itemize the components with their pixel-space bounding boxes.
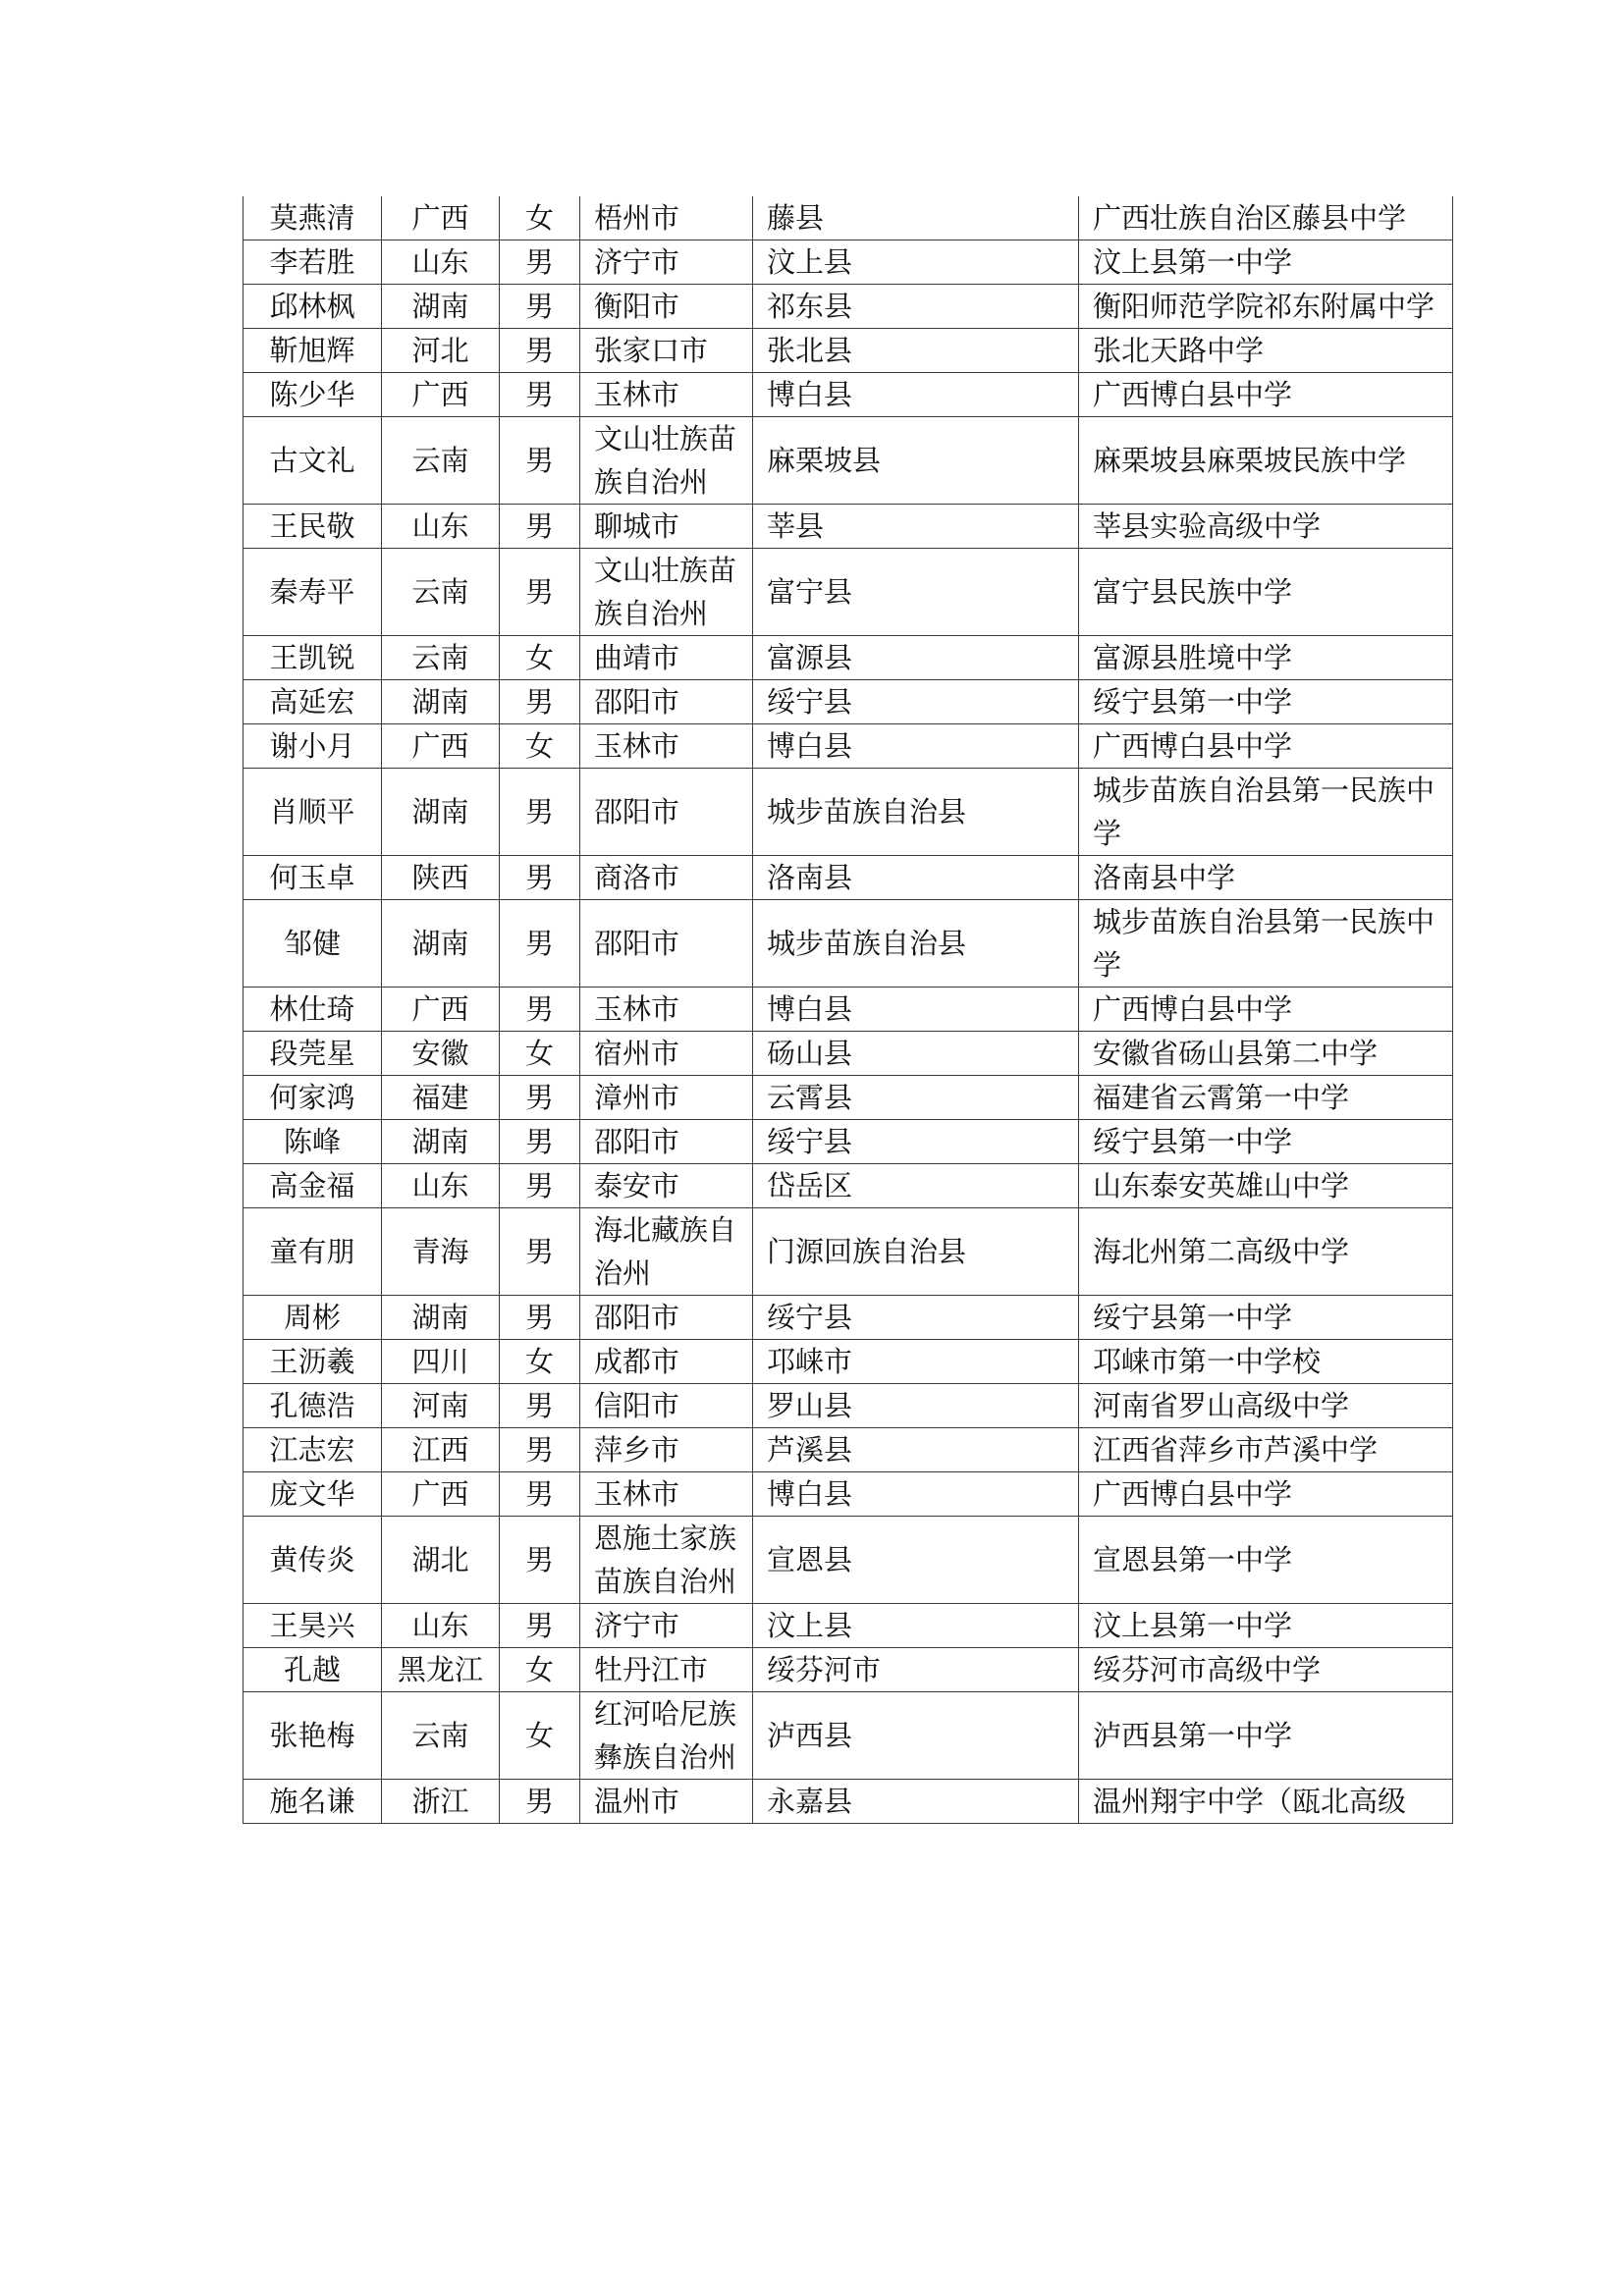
cell-name: 施名谦 <box>244 1780 382 1824</box>
cell-gender: 男 <box>500 1164 580 1208</box>
cell-name: 童有朋 <box>244 1208 382 1296</box>
cell-province: 云南 <box>382 417 500 505</box>
cell-county: 藤县 <box>753 196 1079 240</box>
cell-name: 黄传炎 <box>244 1517 382 1604</box>
cell-city: 邵阳市 <box>580 900 753 988</box>
cell-city: 萍乡市 <box>580 1428 753 1472</box>
cell-county: 宣恩县 <box>753 1517 1079 1604</box>
cell-name: 邱林枫 <box>244 285 382 329</box>
table-row <box>244 505 1453 549</box>
cell-school: 富宁县民族中学 <box>1079 549 1453 636</box>
cell-county: 城步苗族自治县 <box>753 769 1079 856</box>
cell-city: 漳州市 <box>580 1076 753 1120</box>
cell-school: 张北天路中学 <box>1079 329 1453 373</box>
cell-province: 湖南 <box>382 1296 500 1340</box>
table-row <box>244 1120 1453 1164</box>
cell-name: 陈少华 <box>244 373 382 417</box>
cell-school: 城步苗族自治县第一民族中学 <box>1079 900 1453 988</box>
cell-gender: 女 <box>500 724 580 769</box>
cell-province: 浙江 <box>382 1780 500 1824</box>
cell-city: 聊城市 <box>580 505 753 549</box>
cell-school: 宣恩县第一中学 <box>1079 1517 1453 1604</box>
cell-gender: 男 <box>500 1428 580 1472</box>
table-row <box>244 900 1453 988</box>
cell-city: 宿州市 <box>580 1032 753 1076</box>
cell-county: 莘县 <box>753 505 1079 549</box>
cell-county: 绥芬河市 <box>753 1648 1079 1692</box>
cell-gender: 女 <box>500 1340 580 1384</box>
cell-province: 青海 <box>382 1208 500 1296</box>
cell-province: 河南 <box>382 1384 500 1428</box>
cell-county: 祁东县 <box>753 285 1079 329</box>
cell-province: 湖南 <box>382 680 500 724</box>
cell-province: 安徽 <box>382 1032 500 1076</box>
cell-county: 富源县 <box>753 636 1079 680</box>
cell-name: 高延宏 <box>244 680 382 724</box>
table-row <box>244 1780 1453 1824</box>
cell-city: 海北藏族自治州 <box>580 1208 753 1296</box>
cell-school: 邛崃市第一中学校 <box>1079 1340 1453 1384</box>
table-row <box>244 196 1453 240</box>
cell-name: 王凯锐 <box>244 636 382 680</box>
cell-name: 林仕琦 <box>244 988 382 1032</box>
cell-name: 何玉卓 <box>244 856 382 900</box>
cell-name: 莫燕清 <box>244 196 382 240</box>
cell-school: 江西省萍乡市芦溪中学 <box>1079 1428 1453 1472</box>
cell-county: 博白县 <box>753 988 1079 1032</box>
cell-city: 泰安市 <box>580 1164 753 1208</box>
cell-gender: 男 <box>500 1208 580 1296</box>
cell-province: 广西 <box>382 196 500 240</box>
cell-city: 济宁市 <box>580 1604 753 1648</box>
table-row <box>244 1164 1453 1208</box>
cell-county: 岱岳区 <box>753 1164 1079 1208</box>
table-row <box>244 1692 1453 1780</box>
cell-school: 莘县实验高级中学 <box>1079 505 1453 549</box>
cell-gender: 男 <box>500 1472 580 1517</box>
cell-province: 广西 <box>382 988 500 1032</box>
cell-province: 湖南 <box>382 1120 500 1164</box>
cell-county: 绥宁县 <box>753 1296 1079 1340</box>
cell-school: 广西博白县中学 <box>1079 988 1453 1032</box>
cell-county: 洛南县 <box>753 856 1079 900</box>
table-row <box>244 240 1453 285</box>
cell-province: 山东 <box>382 240 500 285</box>
cell-name: 庞文华 <box>244 1472 382 1517</box>
cell-gender: 男 <box>500 1120 580 1164</box>
cell-province: 江西 <box>382 1428 500 1472</box>
cell-gender: 男 <box>500 988 580 1032</box>
table-row <box>244 856 1453 900</box>
cell-gender: 男 <box>500 1384 580 1428</box>
cell-city: 牡丹江市 <box>580 1648 753 1692</box>
cell-province: 广西 <box>382 1472 500 1517</box>
cell-gender: 男 <box>500 856 580 900</box>
student-table <box>243 196 1453 1824</box>
cell-city: 成都市 <box>580 1340 753 1384</box>
cell-county: 邛崃市 <box>753 1340 1079 1384</box>
cell-gender: 男 <box>500 1604 580 1648</box>
cell-province: 云南 <box>382 636 500 680</box>
cell-province: 云南 <box>382 1692 500 1780</box>
cell-school: 广西博白县中学 <box>1079 724 1453 769</box>
cell-province: 湖南 <box>382 285 500 329</box>
cell-county: 汶上县 <box>753 1604 1079 1648</box>
cell-gender: 女 <box>500 636 580 680</box>
cell-city: 邵阳市 <box>580 1120 753 1164</box>
cell-gender: 男 <box>500 1076 580 1120</box>
cell-school: 衡阳师范学院祁东附属中学 <box>1079 285 1453 329</box>
cell-province: 四川 <box>382 1340 500 1384</box>
cell-province: 山东 <box>382 1604 500 1648</box>
cell-gender: 男 <box>500 1780 580 1824</box>
cell-school: 山东泰安英雄山中学 <box>1079 1164 1453 1208</box>
table-row <box>244 285 1453 329</box>
cell-gender: 男 <box>500 417 580 505</box>
cell-name: 陈峰 <box>244 1120 382 1164</box>
cell-county: 博白县 <box>753 1472 1079 1517</box>
cell-county: 芦溪县 <box>753 1428 1079 1472</box>
table-row <box>244 1340 1453 1384</box>
cell-city: 恩施土家族苗族自治州 <box>580 1517 753 1604</box>
cell-school: 广西壮族自治区藤县中学 <box>1079 196 1453 240</box>
cell-province: 山东 <box>382 1164 500 1208</box>
table-row <box>244 329 1453 373</box>
cell-county: 砀山县 <box>753 1032 1079 1076</box>
cell-school: 河南省罗山高级中学 <box>1079 1384 1453 1428</box>
cell-name: 邹健 <box>244 900 382 988</box>
cell-gender: 女 <box>500 196 580 240</box>
cell-gender: 女 <box>500 1032 580 1076</box>
cell-province: 福建 <box>382 1076 500 1120</box>
cell-school: 安徽省砀山县第二中学 <box>1079 1032 1453 1076</box>
cell-county: 博白县 <box>753 373 1079 417</box>
cell-province: 黑龙江 <box>382 1648 500 1692</box>
cell-city: 邵阳市 <box>580 1296 753 1340</box>
cell-name: 孔越 <box>244 1648 382 1692</box>
cell-city: 梧州市 <box>580 196 753 240</box>
cell-name: 肖顺平 <box>244 769 382 856</box>
cell-name: 江志宏 <box>244 1428 382 1472</box>
cell-county: 泸西县 <box>753 1692 1079 1780</box>
cell-school: 绥芬河市高级中学 <box>1079 1648 1453 1692</box>
cell-city: 济宁市 <box>580 240 753 285</box>
cell-name: 王民敬 <box>244 505 382 549</box>
table-row <box>244 988 1453 1032</box>
cell-county: 张北县 <box>753 329 1079 373</box>
cell-city: 玉林市 <box>580 988 753 1032</box>
cell-province: 河北 <box>382 329 500 373</box>
cell-school: 温州翔宇中学（瓯北高级 <box>1079 1780 1453 1824</box>
table-row <box>244 1648 1453 1692</box>
cell-county: 城步苗族自治县 <box>753 900 1079 988</box>
cell-county: 绥宁县 <box>753 1120 1079 1164</box>
table-row <box>244 417 1453 505</box>
cell-name: 周彬 <box>244 1296 382 1340</box>
cell-gender: 男 <box>500 769 580 856</box>
cell-name: 王昊兴 <box>244 1604 382 1648</box>
cell-school: 洛南县中学 <box>1079 856 1453 900</box>
table-row <box>244 680 1453 724</box>
cell-city: 邵阳市 <box>580 680 753 724</box>
cell-gender: 男 <box>500 373 580 417</box>
cell-city: 温州市 <box>580 1780 753 1824</box>
cell-city: 信阳市 <box>580 1384 753 1428</box>
cell-province: 山东 <box>382 505 500 549</box>
cell-name: 秦寿平 <box>244 549 382 636</box>
cell-county: 云霄县 <box>753 1076 1079 1120</box>
table-row <box>244 1296 1453 1340</box>
cell-gender: 男 <box>500 1517 580 1604</box>
cell-province: 陕西 <box>382 856 500 900</box>
table-row <box>244 1384 1453 1428</box>
cell-province: 云南 <box>382 549 500 636</box>
cell-school: 城步苗族自治县第一民族中学 <box>1079 769 1453 856</box>
cell-city: 邵阳市 <box>580 769 753 856</box>
cell-city: 玉林市 <box>580 1472 753 1517</box>
table-row <box>244 373 1453 417</box>
cell-county: 永嘉县 <box>753 1780 1079 1824</box>
cell-name: 段莞星 <box>244 1032 382 1076</box>
cell-city: 文山壮族苗族自治州 <box>580 549 753 636</box>
cell-province: 湖南 <box>382 769 500 856</box>
cell-gender: 男 <box>500 240 580 285</box>
cell-name: 李若胜 <box>244 240 382 285</box>
cell-name: 谢小月 <box>244 724 382 769</box>
cell-gender: 男 <box>500 329 580 373</box>
cell-city: 红河哈尼族彝族自治州 <box>580 1692 753 1780</box>
cell-school: 广西博白县中学 <box>1079 1472 1453 1517</box>
cell-city: 曲靖市 <box>580 636 753 680</box>
cell-gender: 男 <box>500 505 580 549</box>
table-row <box>244 1428 1453 1472</box>
cell-name: 高金福 <box>244 1164 382 1208</box>
cell-county: 麻栗坡县 <box>753 417 1079 505</box>
table-body <box>244 196 1453 1824</box>
cell-gender: 女 <box>500 1692 580 1780</box>
table-row <box>244 1032 1453 1076</box>
table-row <box>244 1472 1453 1517</box>
cell-gender: 男 <box>500 680 580 724</box>
cell-city: 商洛市 <box>580 856 753 900</box>
cell-gender: 男 <box>500 900 580 988</box>
cell-school: 海北州第二高级中学 <box>1079 1208 1453 1296</box>
cell-county: 富宁县 <box>753 549 1079 636</box>
cell-name: 王沥羲 <box>244 1340 382 1384</box>
cell-province: 广西 <box>382 373 500 417</box>
cell-school: 富源县胜境中学 <box>1079 636 1453 680</box>
cell-school: 绥宁县第一中学 <box>1079 1296 1453 1340</box>
cell-county: 罗山县 <box>753 1384 1079 1428</box>
cell-school: 泸西县第一中学 <box>1079 1692 1453 1780</box>
table-row <box>244 1208 1453 1296</box>
cell-city: 文山壮族苗族自治州 <box>580 417 753 505</box>
cell-school: 广西博白县中学 <box>1079 373 1453 417</box>
cell-city: 玉林市 <box>580 373 753 417</box>
table-row <box>244 636 1453 680</box>
cell-province: 广西 <box>382 724 500 769</box>
cell-gender: 女 <box>500 1648 580 1692</box>
table-row <box>244 1517 1453 1604</box>
table-row <box>244 1076 1453 1120</box>
cell-province: 湖北 <box>382 1517 500 1604</box>
cell-province: 湖南 <box>382 900 500 988</box>
cell-school: 麻栗坡县麻栗坡民族中学 <box>1079 417 1453 505</box>
cell-gender: 男 <box>500 1296 580 1340</box>
cell-county: 博白县 <box>753 724 1079 769</box>
cell-city: 张家口市 <box>580 329 753 373</box>
cell-name: 张艳梅 <box>244 1692 382 1780</box>
table-row <box>244 549 1453 636</box>
table-row <box>244 769 1453 856</box>
cell-school: 绥宁县第一中学 <box>1079 680 1453 724</box>
cell-school: 绥宁县第一中学 <box>1079 1120 1453 1164</box>
cell-school: 福建省云霄第一中学 <box>1079 1076 1453 1120</box>
table-row <box>244 724 1453 769</box>
cell-city: 衡阳市 <box>580 285 753 329</box>
cell-county: 汶上县 <box>753 240 1079 285</box>
cell-city: 玉林市 <box>580 724 753 769</box>
cell-name: 古文礼 <box>244 417 382 505</box>
cell-name: 靳旭辉 <box>244 329 382 373</box>
cell-county: 绥宁县 <box>753 680 1079 724</box>
cell-school: 汶上县第一中学 <box>1079 240 1453 285</box>
cell-school: 汶上县第一中学 <box>1079 1604 1453 1648</box>
cell-gender: 男 <box>500 549 580 636</box>
table-row <box>244 1604 1453 1648</box>
cell-gender: 男 <box>500 285 580 329</box>
cell-county: 门源回族自治县 <box>753 1208 1079 1296</box>
cell-name: 何家鸿 <box>244 1076 382 1120</box>
cell-name: 孔德浩 <box>244 1384 382 1428</box>
